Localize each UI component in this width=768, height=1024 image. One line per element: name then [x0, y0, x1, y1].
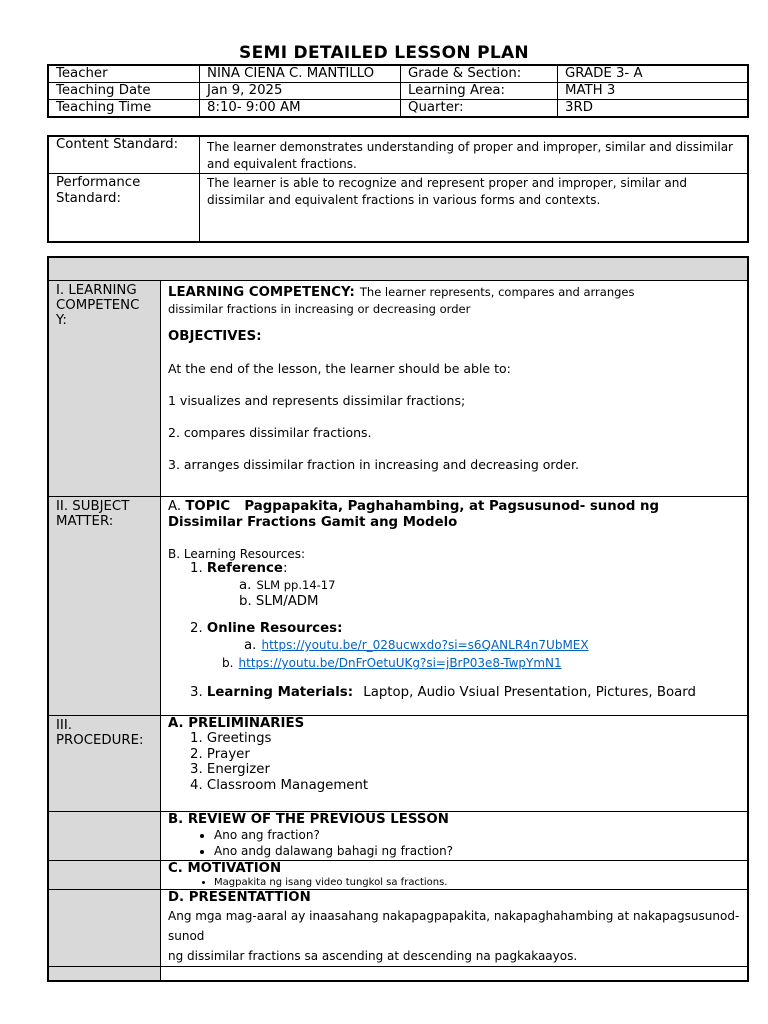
list-item: 1. Greetings	[190, 731, 272, 746]
presentation-text-1: Ang mga mag-aaral ay inaasahang nakapagpapakita, nakapaghahambing at nakapagsusunod-sunod	[168, 909, 740, 943]
list-item: • Ano andg dalawang bahagi ng fraction?	[214, 843, 747, 859]
online-resources-number: 2.	[190, 621, 203, 636]
presentation-heading: D. PRESENTATTION	[168, 890, 311, 905]
performance-standard-label	[48, 174, 200, 243]
motivation-label-cell	[48, 861, 161, 890]
materials-label: Learning Materials:	[206, 685, 354, 700]
reference-a-number: a.	[239, 578, 252, 593]
reference-b: SLM/ADM	[255, 594, 319, 609]
teaching-time-label: Teaching Time	[48, 100, 200, 118]
youtube-link-a[interactable]: https://youtu.be/r_028ucwxdo?si=s6QANLR4n7UbMEX	[261, 638, 589, 652]
list-item: • Ano ang fraction?	[214, 827, 747, 843]
materials-text: Laptop, Audio Vsiual Presentation, Pictures, Board	[363, 685, 696, 700]
motivation-heading: C. MOTIVATION	[168, 861, 282, 876]
competency-label-line2: COMPETENC	[56, 298, 140, 313]
grade-section-label: Grade & Section:	[401, 65, 558, 83]
topic-prefix: A.	[168, 499, 182, 514]
table-row	[48, 65, 748, 83]
teaching-date-label: Teaching Date	[48, 83, 200, 100]
reference-b-number: b.	[239, 594, 252, 609]
link-a-number: a.	[244, 638, 257, 653]
objective-1: 1 visualizes and represents dissimilar fractions;	[168, 393, 466, 408]
topic-label: TOPIC	[185, 499, 231, 514]
list-item: • Magpakita ng isang video tungkol sa fractions.	[214, 876, 747, 889]
topic-text-2: Dissimilar Fractions Gamit ang Modelo	[168, 515, 458, 530]
reference-a: SLM pp.14-17	[256, 578, 336, 592]
objectives-heading: OBJECTIVES:	[168, 329, 262, 344]
lesson-table	[47, 256, 749, 982]
preliminaries-content	[161, 716, 749, 812]
presentation-content	[161, 890, 749, 967]
table-row	[48, 497, 748, 716]
quarter-label: Quarter:	[401, 100, 558, 118]
standards-table	[47, 135, 749, 243]
table-row	[48, 861, 748, 890]
teaching-date-value: Jan 9, 2025	[200, 83, 401, 100]
learning-resources-label: B. Learning Resources:	[168, 547, 306, 561]
competency-content	[161, 281, 749, 497]
youtube-link-b[interactable]: https://youtu.be/DnFrOetuUKg?si=jBrP03e8-TwpYmN1	[238, 656, 562, 670]
procedure-label	[48, 716, 161, 812]
review-content	[161, 812, 749, 861]
objective-2: 2. compares dissimilar fractions.	[168, 425, 372, 440]
learning-area-label: Learning Area:	[401, 83, 558, 100]
subject-content	[161, 497, 749, 716]
topic-text-1: Pagpapakita, Paghahambing, at Pagsusunod- sunod ng	[244, 499, 659, 514]
content-standard-label: Content Standard:	[48, 136, 200, 174]
reference-label: Reference	[206, 561, 283, 576]
header-bar	[48, 257, 748, 281]
procedure-label-line2: PROCEDURE:	[56, 733, 144, 748]
table-row	[48, 716, 748, 812]
content-standard-text: The learner demonstrates understanding of proper and improper, similar and dissimilar and equivalent fractions.	[200, 136, 749, 174]
link-b-number: b.	[222, 656, 234, 670]
competency-text-2: dissimilar fractions in increasing or decreasing order	[168, 302, 471, 316]
online-resources-label: Online Resources:	[206, 621, 343, 636]
presentation-label-cell	[48, 890, 161, 967]
competency-text-1: The learner represents, compares and arranges	[359, 285, 635, 299]
list-item: 2. Prayer	[190, 746, 250, 762]
preliminaries-heading: A. PRELIMINARIES	[168, 716, 305, 731]
document-title: SEMI DETAILED LESSON PLAN	[239, 43, 529, 63]
teaching-time-value: 8:10- 9:00 AM	[200, 100, 401, 118]
blank-label-cell	[48, 967, 161, 982]
learning-area-value: MATH 3	[558, 83, 749, 100]
header-info-table	[47, 64, 749, 118]
performance-standard-text: The learner is able to recognize and represent proper and improper, similar and dissimilar and equivalent fractions in various forms and contexts.	[200, 174, 749, 243]
materials-number: 3.	[190, 685, 203, 700]
motivation-content	[161, 861, 749, 890]
competency-label-line3: Y:	[56, 313, 67, 328]
list-item: 4. Classroom Management	[190, 777, 369, 793]
performance-label-line2: Standard:	[56, 191, 121, 206]
table-row	[48, 812, 748, 861]
review-heading: B. REVIEW OF THE PREVIOUS LESSON	[168, 812, 449, 827]
table-row	[48, 281, 748, 497]
competency-label-line1: I. LEARNING	[56, 283, 137, 298]
grade-section-value: GRADE 3- A	[558, 65, 749, 83]
objectives-intro: At the end of the lesson, the learner should be able to:	[168, 361, 511, 376]
subject-label-line1: II. SUBJECT	[56, 499, 130, 514]
teacher-value: NINA CIENA C. MANTILLO	[200, 65, 401, 83]
performance-label-line1: Performance	[56, 175, 141, 190]
reference-number: 1.	[190, 561, 203, 576]
blank-content-cell	[161, 967, 749, 982]
competency-heading: LEARNING COMPETENCY:	[168, 285, 355, 300]
presentation-text-2: ng dissimilar fractions sa ascending at descending na pagkakaayos.	[168, 949, 578, 963]
procedure-label-line1: III.	[56, 718, 72, 733]
subject-label	[48, 497, 161, 716]
table-row	[48, 257, 748, 281]
subject-label-line2: MATTER:	[56, 514, 114, 529]
table-row	[48, 174, 748, 243]
table-row	[48, 890, 748, 967]
teacher-label: Teacher	[48, 65, 200, 83]
reference-colon: :	[282, 561, 288, 576]
competency-label	[48, 281, 161, 497]
table-row	[48, 100, 748, 118]
list-item: 3. Energizer	[190, 762, 270, 777]
table-row	[48, 83, 748, 100]
table-row	[48, 136, 748, 174]
quarter-value: 3RD	[558, 100, 749, 118]
review-label-cell	[48, 812, 161, 861]
objective-3: 3. arranges dissimilar fraction in increasing and decreasing order.	[168, 457, 579, 472]
table-row	[48, 967, 748, 982]
